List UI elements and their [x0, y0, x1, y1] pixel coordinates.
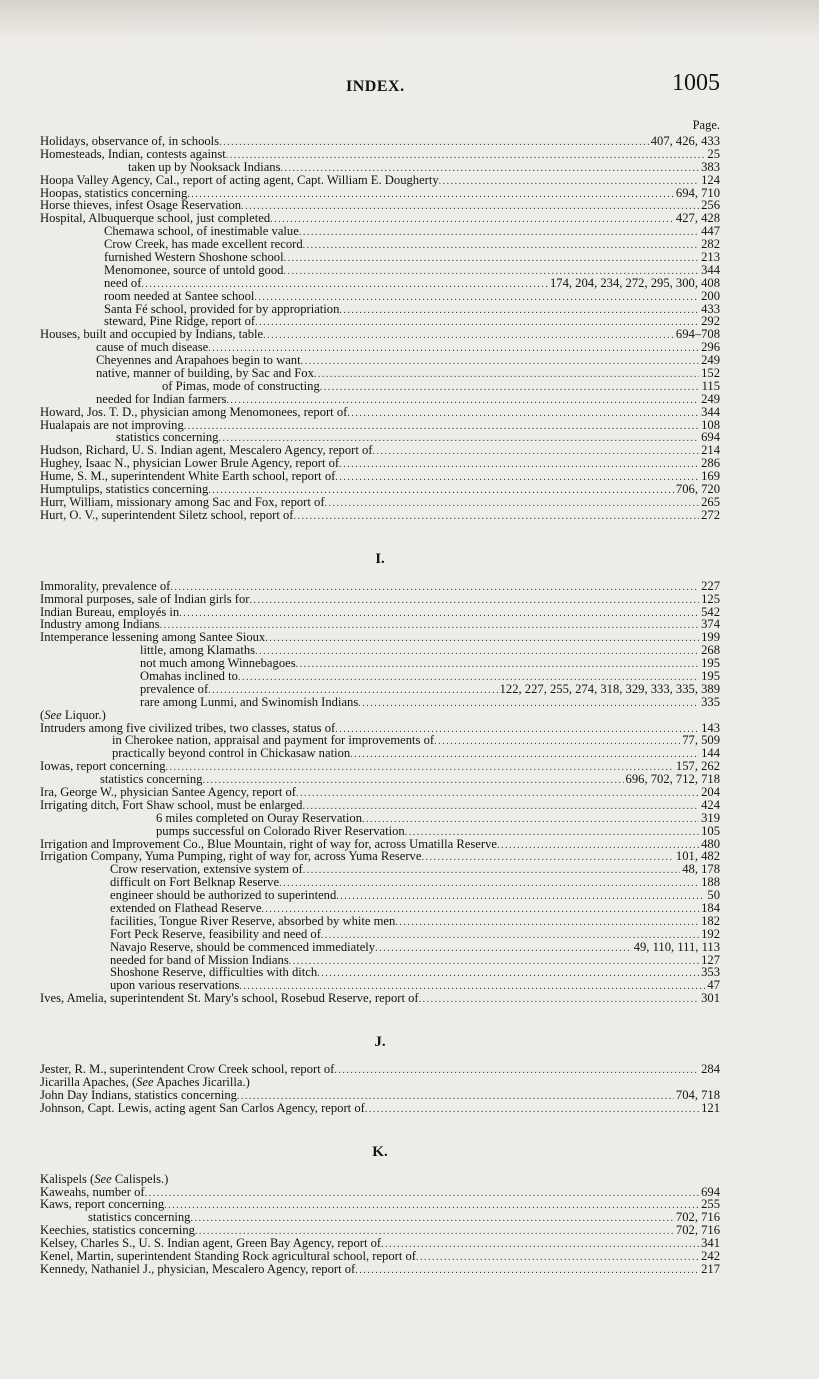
- entry-label: native, manner of building, by Sac and Fox: [96, 366, 314, 381]
- page-number: 1005: [672, 70, 720, 96]
- see-target: Calispels.): [114, 1171, 169, 1186]
- paren: (: [40, 707, 45, 722]
- entry-pages: 213: [701, 250, 720, 265]
- entry-pages: 480: [701, 836, 720, 851]
- entry-label: Chemawa school, of inestimable value: [104, 224, 299, 239]
- entry-pages: 127: [701, 952, 720, 967]
- entry-label: Cheyennes and Arapahoes begin to want: [96, 353, 301, 368]
- entry-pages: 335: [701, 694, 720, 709]
- entry-label: statistics concerning: [116, 430, 219, 445]
- entry-label: Hume, S. M., superintendent White Earth school, report of: [40, 469, 336, 484]
- entry-pages: 204: [701, 784, 720, 799]
- section-letter: J.: [374, 1034, 386, 1051]
- index-entry: [40, 393, 720, 406]
- entry-pages: 144: [701, 746, 720, 761]
- entry-label: steward, Pine Ridge, report of: [104, 314, 256, 329]
- entry-pages: 341: [701, 1236, 720, 1251]
- dot-leader: [279, 878, 699, 891]
- entry-label: Omahas inclined to: [140, 668, 238, 683]
- entry-label: prevalence of: [140, 681, 209, 696]
- entry-pages: 49, 110, 111, 113: [633, 939, 720, 954]
- dot-leader: [325, 498, 700, 511]
- index-entry: [40, 812, 720, 825]
- entry-label: Hughey, Isaac N., physician Lower Brule Agency, report of: [40, 456, 340, 471]
- entry-label: Hospital, Albuquerque school, just completed: [40, 211, 271, 226]
- dot-leader: [303, 865, 681, 878]
- entry-label: Irrigating ditch, Fort Shaw school, must be enlarged: [40, 797, 303, 812]
- entry-label: Indian Bureau, employés in: [40, 604, 180, 619]
- entry-label: needed for band of Mission Indians: [110, 952, 289, 967]
- index-sections: [40, 135, 720, 1276]
- entry-pages: 292: [701, 314, 720, 329]
- entry-pages: 200: [701, 288, 720, 303]
- dot-leader: [419, 994, 700, 1007]
- index-entry: [40, 380, 720, 393]
- entry-label: Irrigation Company, Yuma Pumping, right of way for, across Yuma Reserve: [40, 849, 422, 864]
- entry-pages: 122, 227, 255, 274, 318, 329, 333, 335, 389: [499, 681, 720, 696]
- see-word: See: [136, 1075, 154, 1089]
- entry-label: Crow Creek, has made excellent record: [104, 237, 303, 252]
- entry-label: Keechies, statistics concerning: [40, 1223, 195, 1238]
- index-entry: [40, 902, 720, 915]
- index-entry: [40, 161, 720, 174]
- entry-label: little, among Klamaths: [140, 643, 256, 658]
- entry-label: needed for Indian farmers: [96, 391, 227, 406]
- entry-label: Navajo Reserve, should be commenced immediately: [110, 939, 376, 954]
- torn-page-edge: [0, 0, 819, 40]
- dot-leader: [289, 956, 699, 969]
- index-entry: [40, 290, 720, 303]
- entry-label: statistics concerning: [100, 772, 203, 787]
- entry-label: Holidays, observance of, in schools: [40, 134, 220, 148]
- entry-pages: 424: [701, 797, 720, 812]
- entry-pages: 125: [701, 591, 720, 606]
- entry-pages: 694: [701, 1184, 720, 1199]
- dot-leader: [255, 646, 699, 659]
- entry-pages: 199: [701, 630, 720, 645]
- dot-leader: [421, 852, 673, 865]
- entry-pages: 157, 262: [675, 759, 720, 774]
- dot-leader: [320, 382, 700, 395]
- entry-label: Hudson, Richard, U. S. Indian agent, Mescalero Agency, report of: [40, 443, 373, 458]
- entry-label: Shoshone Reserve, difficulties with ditch: [110, 965, 318, 980]
- index-section: [40, 1005, 720, 1115]
- dot-leader: [339, 305, 699, 318]
- entry-label: Humptulips, statistics concerning: [40, 482, 209, 497]
- entry-pages: 284: [701, 1062, 720, 1077]
- entry-label: of Pimas, mode of constructing: [162, 378, 320, 393]
- index-section: [40, 135, 720, 522]
- entry-label: need of: [104, 275, 142, 290]
- entry-pages: 143: [701, 720, 720, 735]
- dot-leader: [284, 253, 700, 266]
- dot-leader: [335, 472, 699, 485]
- index-entry: [40, 406, 720, 419]
- entry-label: Hualapais are not improving: [40, 417, 184, 432]
- entry-label: Horse thieves, infest Osage Reservation: [40, 198, 242, 213]
- dot-leader: [434, 736, 680, 749]
- entry-label: Menomonee, source of untold good: [104, 262, 284, 277]
- dot-leader: [375, 943, 632, 956]
- entry-pages: 706, 720: [675, 482, 720, 497]
- index-entry: [40, 1263, 720, 1276]
- index-cross-reference: [40, 1173, 720, 1186]
- entry-pages: 195: [701, 668, 720, 683]
- entry-label: Jicarilla Apaches, (: [40, 1075, 137, 1089]
- dot-leader: [317, 968, 699, 981]
- index-entry: [40, 683, 720, 696]
- entry-pages: 702, 716: [675, 1223, 720, 1238]
- dot-leader: [395, 917, 699, 930]
- dot-leader: [372, 446, 699, 459]
- entry-pages: 184: [701, 900, 720, 915]
- entry-label: Hurt, O. V., superintendent Siletz school, report of: [40, 507, 294, 522]
- entry-label: furnished Western Shoshone school: [104, 250, 284, 265]
- dot-leader: [439, 176, 699, 189]
- entry-label: Intruders among five civilized tribes, two classes, status of: [40, 720, 336, 735]
- entry-label: Johnson, Capt. Lewis, acting agent San Carlos Agency, report of: [40, 1100, 365, 1115]
- entry-label: rare among Lunmi, and Swinomish Indians: [140, 694, 359, 709]
- entry-pages: 301: [701, 991, 720, 1006]
- entry-label: Immorality, prevalence of: [40, 578, 171, 593]
- entry-pages: 427, 428: [675, 211, 720, 226]
- dot-leader: [416, 1252, 699, 1265]
- index-entry: [40, 593, 720, 606]
- entry-pages: 115: [701, 378, 720, 393]
- entry-label: cause of much disease: [96, 340, 209, 355]
- entry-pages: 249: [701, 391, 720, 406]
- index-entry: [40, 941, 720, 954]
- entry-label: Kaws, report concerning: [40, 1197, 165, 1212]
- dot-leader: [303, 240, 699, 253]
- entry-label: not much among Winnebagoes: [140, 656, 296, 671]
- dot-leader: [270, 214, 674, 227]
- entry-pages: 169: [701, 469, 720, 484]
- index-entry: [40, 509, 720, 522]
- entry-label: Irrigation and Improvement Co., Blue Mountain, right of way for, across Umatilla Reserve: [40, 836, 497, 851]
- entry-pages: 249: [701, 353, 720, 368]
- entry-label: in Cherokee nation, appraisal and payment for improvements of: [112, 733, 435, 748]
- index-entry: [40, 915, 720, 928]
- index-entry: [40, 251, 720, 264]
- entry-pages: 344: [701, 404, 720, 419]
- dot-leader: [164, 1200, 699, 1213]
- entry-pages: 242: [701, 1249, 720, 1264]
- page-column-header: Page.: [692, 118, 720, 132]
- dot-leader: [145, 1188, 700, 1201]
- entry-pages: 255: [701, 1197, 720, 1212]
- entry-label: Kaweahs, number of: [40, 1184, 145, 1199]
- section-letter: I.: [375, 550, 385, 567]
- entry-label: Industry among Indians: [40, 617, 160, 632]
- index-entry: [40, 264, 720, 277]
- entry-pages: 188: [701, 875, 720, 890]
- dot-leader: [350, 749, 699, 762]
- entry-label: Kennedy, Nathaniel J., physician, Mescalero Agency, report of: [40, 1261, 356, 1276]
- entry-label: Kalispels (: [40, 1171, 95, 1186]
- dot-leader: [250, 595, 700, 608]
- index-entry: [40, 696, 720, 709]
- page-header: [40, 70, 720, 104]
- entry-pages: 704, 718: [675, 1087, 720, 1102]
- index-entry: [40, 799, 720, 812]
- index-entry: [40, 483, 720, 496]
- dot-leader: [358, 698, 699, 711]
- entry-pages: 256: [701, 198, 720, 213]
- dot-leader: [301, 356, 700, 369]
- see-target: Apaches Jicarilla.): [156, 1075, 250, 1089]
- dot-leader: [179, 608, 699, 621]
- index-entry: [40, 670, 720, 683]
- entry-pages: 214: [701, 443, 720, 458]
- entry-pages: 702, 716: [675, 1210, 720, 1225]
- dot-leader: [187, 189, 674, 202]
- dot-leader: [336, 891, 705, 904]
- index-entry: [40, 277, 720, 290]
- dot-leader: [381, 1239, 699, 1252]
- index-entry: [40, 1102, 720, 1115]
- index-entry: [40, 825, 720, 838]
- entry-pages: 694–708: [675, 327, 720, 342]
- entry-pages: 101, 482: [675, 849, 720, 864]
- dot-leader: [296, 659, 700, 672]
- entry-label: Homesteads, Indian, contests against: [40, 146, 226, 161]
- entry-label: Hurr, William, missionary among Sac and Fox, report of: [40, 494, 325, 509]
- entry-pages: 433: [701, 301, 720, 316]
- dot-leader: [362, 814, 699, 827]
- dot-leader: [263, 330, 674, 343]
- entry-pages: 182: [701, 913, 720, 928]
- entry-label: Hoopas, statistics concerning: [40, 185, 188, 200]
- entry-pages: 25: [707, 146, 720, 161]
- entry-pages: 124: [701, 172, 720, 187]
- entry-label: practically beyond control in Chickasaw nation: [112, 746, 351, 761]
- entry-pages: 217: [701, 1261, 720, 1276]
- dot-leader: [241, 201, 699, 214]
- entry-pages: 105: [701, 823, 720, 838]
- entry-pages: 374: [701, 617, 720, 632]
- entry-pages: 319: [701, 810, 720, 825]
- entry-label: engineer should be authorized to superintend: [110, 888, 337, 903]
- section-letter: K.: [372, 1143, 388, 1160]
- entry-pages: 121: [701, 1100, 720, 1115]
- entry-pages: 192: [701, 926, 720, 941]
- dot-leader: [296, 788, 699, 801]
- dot-leader: [265, 633, 699, 646]
- index-entry: [40, 928, 720, 941]
- dot-leader: [355, 1265, 699, 1278]
- index-entry: [40, 1250, 720, 1263]
- index-section: [40, 522, 720, 1005]
- entry-label: Kenel, Martin, superintendent Standing Rock agricultural school, report of: [40, 1249, 416, 1264]
- entry-pages: 268: [701, 643, 720, 658]
- entry-label: Jester, R. M., superintendent Crow Creek school, report of: [40, 1062, 335, 1077]
- entry-label: facilities, Tongue River Reserve, absorbed by white men: [110, 913, 396, 928]
- dot-leader: [184, 421, 699, 434]
- entry-pages: 353: [701, 965, 720, 980]
- see-word: See: [44, 707, 62, 722]
- entry-label: extended on Flathead Reserve: [110, 900, 262, 915]
- entry-pages: 447: [701, 224, 720, 239]
- index-entry: [40, 992, 720, 1005]
- entry-label: Crow reservation, extensive system of: [110, 862, 303, 877]
- entry-pages: 77, 509: [682, 733, 720, 748]
- index-entry: [40, 135, 720, 148]
- entry-label: taken up by Nooksack Indians: [128, 159, 281, 174]
- entry-label: Ives, Amelia, superintendent St. Mary's school, Rosebud Reserve, report of: [40, 991, 419, 1006]
- entry-label: Immoral purposes, sale of Indian girls for: [40, 591, 250, 606]
- entry-label: pumps successful on Colorado River Reservation: [156, 823, 405, 838]
- dot-leader: [219, 137, 649, 150]
- entry-pages: 108: [701, 417, 720, 432]
- dot-leader: [299, 227, 699, 240]
- entry-pages: 174, 204, 234, 272, 295, 300, 408: [549, 275, 720, 290]
- dot-leader: [166, 762, 674, 775]
- see-word: See: [94, 1171, 112, 1186]
- index-content: [40, 118, 720, 1276]
- entry-pages: 265: [701, 494, 720, 509]
- entry-pages: 383: [701, 159, 720, 174]
- entry-label: difficult on Fort Belknap Reserve: [110, 875, 280, 890]
- entry-label: Hoopa Valley Agency, Cal., report of acting agent, Capt. William E. Dougherty: [40, 172, 439, 187]
- entry-pages: 272: [701, 507, 720, 522]
- entry-pages: 227: [701, 578, 720, 593]
- dot-leader: [339, 459, 699, 472]
- entry-label: Howard, Jos. T. D., physician among Menomonees, report of: [40, 404, 348, 419]
- index-entry: [40, 496, 720, 509]
- dot-leader: [226, 150, 706, 163]
- entry-pages: 694: [701, 430, 720, 445]
- entry-pages: 50: [707, 888, 720, 903]
- dot-leader: [190, 1213, 673, 1226]
- entry-pages: 195: [701, 656, 720, 671]
- entry-pages: 286: [701, 456, 720, 471]
- entry-pages: 344: [701, 262, 720, 277]
- dot-leader: [255, 317, 699, 330]
- entry-pages: 282: [701, 237, 720, 252]
- entry-label: statistics concerning: [88, 1210, 191, 1225]
- dot-leader: [293, 511, 699, 524]
- dot-leader: [365, 1104, 699, 1117]
- entry-label: Santa Fé school, provided for by appropriation: [104, 301, 340, 316]
- entry-label: room needed at Santee school: [104, 288, 255, 303]
- entry-pages: 542: [701, 604, 720, 619]
- dot-leader: [497, 840, 699, 853]
- entry-label: Ira, George W., physician Santee Agency, report of: [40, 784, 296, 799]
- entry-label: Houses, built and occupied by Indians, table: [40, 327, 264, 342]
- entry-label: Kelsey, Charles S., U. S. Indian agent, Green Bay Agency, report of: [40, 1236, 382, 1251]
- index-entry: [40, 148, 720, 161]
- entry-label: John Day Indians, statistics concerning: [40, 1087, 237, 1102]
- entry-pages: 407, 426, 433: [650, 134, 720, 148]
- entry-label: 6 miles completed on Ouray Reservation: [156, 810, 362, 825]
- dot-leader: [314, 369, 699, 382]
- entry-label: Fort Peck Reserve, feasibility and need of: [110, 926, 321, 941]
- index-entry: [40, 580, 720, 593]
- see-target: Liquor.): [64, 707, 106, 722]
- entry-label: Iowas, report concerning: [40, 759, 166, 774]
- entry-pages: 152: [701, 366, 720, 381]
- entry-pages: 48, 178: [682, 862, 720, 877]
- index-entry: [40, 1089, 720, 1102]
- index-section: [40, 1115, 720, 1276]
- dot-leader: [334, 1065, 699, 1078]
- entry-label: Intemperance lessening among Santee Sioux: [40, 630, 266, 645]
- entry-label: upon various reservations: [110, 978, 240, 993]
- entry-pages: 694, 710: [675, 185, 720, 200]
- entry-pages: 696, 702, 712, 718: [625, 772, 720, 787]
- entry-pages: 47: [707, 978, 720, 993]
- index-entry: [40, 367, 720, 380]
- dot-leader: [347, 408, 699, 421]
- index-entry: [40, 786, 720, 799]
- entry-pages: 296: [701, 340, 720, 355]
- page-title: INDEX.: [346, 78, 405, 95]
- index-entry: [40, 174, 720, 187]
